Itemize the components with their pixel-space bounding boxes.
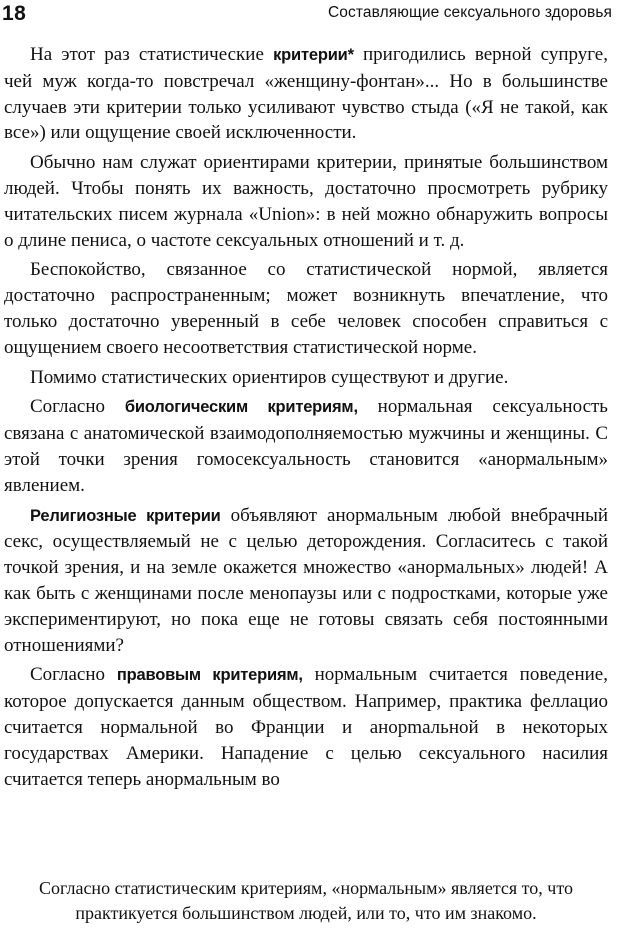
paragraph-1: На этот раз статистические критерии* пригодились верной супруге, чей муж когда-то повстречал «женщину-фонтан»... Но в большинстве случаев эти критерии только усиливают чувство стыда («Я не такой, как все») или ощущение своей исключенности. — [4, 44, 608, 144]
paragraph-5: Согласно биологическим критериям, нормальная сексуальность связана с анатомической взаимодополняемостью мужчины и женщины. С этой точки зрения гомосексуальность становится «анормальным» явлением. — [4, 396, 608, 496]
paragraph-2: Обычно нам служат ориентирами критерии, принятые большинством людей. Чтобы понять их важность, достаточно просмотреть рубрику читательских писем журнала «Union»: в ней можно обнаружить вопросы о длине пениса, о частоте сексуальных отношений и т. д. — [4, 152, 608, 251]
body-text — [4, 42, 608, 792]
highlighted-term: критерии* — [273, 46, 354, 64]
highlighted-term: правовым критериям, — [116, 666, 303, 685]
highlighted-term: биологическим критериям, — [124, 398, 358, 417]
paragraph-3: Беспокойство, связанное со статистической нормой, является достаточно распространенным; может возникнуть впечатление, что только достаточно уверенный в себе человек способен справиться с ощущением своего несоответствия статистической норме. — [4, 259, 608, 358]
page-header — [0, 2, 612, 30]
page-number: 18 — [2, 2, 27, 25]
paragraph-6: Религиозные критерии объявляют анормальным любой внебрачный секс, осуществляемый не с целью деторождения. Согласитесь с такой точкой зрения, и на земле окажется множество «анормальных» людей! А как быть с женщинами после менопаузы или с подростками, которые уже экспериментируют, но пока еще не готовы связать себя постоянными отношениями? — [4, 504, 609, 656]
paragraph-4: Помимо статистических ориентиров существуют и другие. — [30, 366, 509, 388]
footnote: Согласно статистическим критериям, «нормальным» является то, что практикуется большинством людей, или то, что им знакомо. — [39, 878, 573, 923]
highlighted-term: Религиозные критерии — [30, 506, 221, 525]
paragraph-7: Согласно правовым критериям, нормальным считается поведение, которое допускается данным обществом. Например, практика феллацио считается нормальной во Франции и анорmальной в некоторых государствах Америки. Нападение с целью сексуального насилия считается теперь анормальным во — [4, 664, 608, 790]
running-title: Составляющие сексуального здоровья — [328, 4, 612, 21]
